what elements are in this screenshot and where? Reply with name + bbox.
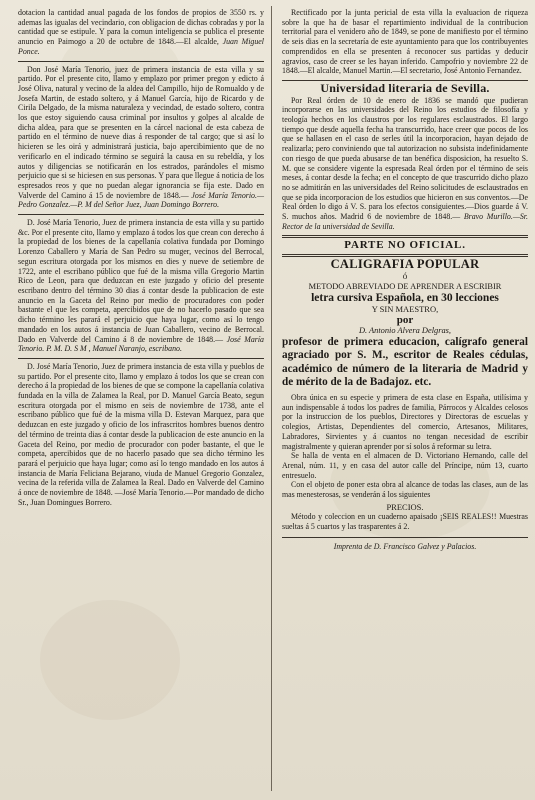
column-divider (271, 6, 272, 791)
double-rule (282, 235, 528, 238)
ad-body: Con el objeto de poner esta obra al alcance de todas las clases, aun de las mas menesterosas, se venderán á los siguientes (282, 480, 528, 500)
notice-signature: José María Tenorio. P. M. D. S M , Manuel Naranjo, escribano. (18, 334, 264, 354)
ad-body: Obra única en su especie y primera de esta clase en España, utilísima y aun indispensable á todos los padres de familia, Párrocos y Alcaldes celosos por la instruccion de los pueblos, Directores y Directoras de escuelas y colegios, Artistas, Dependientes del comercio, Artesanos, Militares, Labradores, Sirvientes y á cuantos no tengan necesidad de escribir magistralmente y quieran aprender por sí solos á reformar su letra. (282, 392, 528, 451)
notice-signature: —José María Tenorio.—Por mandado de dicho Sr., Juan Domingues Borrero. (18, 488, 264, 507)
notice-university (282, 96, 528, 232)
ad-letra: letra cursiva Española, en 30 lecciones (311, 291, 499, 304)
notice-capellania-zalamea (18, 362, 264, 508)
notice-body: dotacion la cantidad anual pagada de los fondos de propios de 3550 rs. y ademas las igualas del vecindario, con obligacion de dichas cobradas y por la cantidad que se estipule. Y para la comun inteligencia se publica el presente anuncio en Paimogo a 20 de octubre de 1848.—El alcalde, (18, 8, 264, 47)
notice-body: D. José María Tenorio, Juez de primera instancia de esta villa y su partido &c. Por el presente cito, llamo y emplazo á todos los que crean con derecho á la propiedad de los bienes de la capellanía colativa fundada por Domingo Lorenzo Caballero y María de San Pedro su muger, vecinos del Berrocal, segun escritura otorgada por los mismos en dies y nueve de setiembre de 1722, ante el escribano público que fué de la misma villa Gregorio Martin Rico de Leon, para que deduzcan en este juzgado y oficio del presente escribano dentro del término 30 dias á contar desde la publicacion de este anuncio en la Gaceta del Reino por medio de procuradores con poder bastante el que les competa, apercibidos que de no hacerlo pasado que sea dicho término les parará el perjuicio que haya lugar, como así lo tengo mandado en los autos á instancia de Juan Caballero, vecino de Berrocal. Dado en Valverde del Camino á 8 de noviembre de 1848.— (18, 218, 264, 344)
notice-body: D. José María Tenorio, Juez de primera instancia de esta villa y pueblos de su partido. Por el presente cito, llamo y emplazo á todos los que se crean con derecho á la propiedad de los bienes de que se compone la capellanía colativa fundada en la villa de Zalamea la Real, por D. Manuel García Beato, segun escritura otorgada por el mismo en seis de noviembre de 1738, ante el escribano público que fué de la misma villa D. Estevan Marquez, para que deduzcan en este juzgado y oficio de los infrascritos hombres buenos dentro del término de treinta dias á contar desde la publicacion de este anuncio en la Gaceta del Reino, por medio de procurador con poder bastante, el que le competa, apercibidos que de no hacerlo pasado que sea dicho término les parará el perjuicio que haya lugar; como así lo tengo mandado en los autos á instancia de María Feliciana Bejarano, viuda de Manuel Gregorio Gonzalez, vecina de la referida villa de Zalamea la Real. Dado en Valverde del Camino á once de noviembre de 1848. (18, 361, 264, 498)
university-heading: Universidad literaria de Sevilla. (320, 80, 490, 95)
notice-body: Por Real órden de 10 de enero de 1836 se mandó que pudieran incorporarse en las universidades del Reino los estudios de filosofía y teología hechos en los claustros por los regulares esclaustrados. El largo tiempo que desde aquella fecha ha transcurrido, hace creer que pocos de los que se hallasen en el caso de serles útil la incorporacion, hayan dejado de realizarla; pero conviniendo que tal autorizacion no subsista indefinidamente con riesgo de que pueda abusarse de tan benéfica disposicion, ha resuelto S. M. que se considere vigente la espresada Real órden por el término de seis meses, á contar desde la fecha; en el concepto de que trascurrido dicho plazo no se admitirán en las universidades del Reino solicitudes de esclaustrados en que se pida incorporacion de los estudios que hicieron en sus conventos.—De Real órden lo digo á V. S. para los efectos consiguientes.—Dios guarde á V. S. muchos años. Madrid 6 de noviembre de 1848.— (282, 95, 528, 222)
notice-paimogo (18, 8, 264, 57)
advertisement-caligrafia (282, 257, 528, 532)
right-column (282, 8, 528, 552)
ad-author: D. Antonio Alvera Delgras, (358, 326, 452, 336)
separator (18, 358, 264, 359)
ad-por: por (396, 314, 414, 327)
ad-credentials: profesor de primera educacion, calígrafo general agraciado por S. M., escritor de Reales cédulas, académico de número de la literaria de Madrid y de mérito de la de Badajoz. etc. (282, 335, 528, 389)
ad-method: METODO ABREVIADO DE APRENDER A ESCRIBIR (308, 281, 502, 291)
ad-title: CALIGRAFIA POPULAR (330, 257, 480, 272)
ad-prices: Método y coleccion en un cuaderno apaisado ¡SEIS REALES!! Muestras sueltas á 5 cuartos y las trasparentes á 2. (282, 512, 528, 532)
notice-summons-oliva (18, 65, 264, 211)
separator (282, 537, 528, 538)
notice-signature: José María Tenorio.—Pedro Gonzalez.—P. M del Señor Juez, Juan Domingo Borrero. (18, 190, 264, 210)
section-heading: PARTE NO OFICIAL. (344, 239, 466, 252)
separator (18, 61, 264, 62)
ad-conjunction: ó (402, 270, 408, 281)
notice-body: Don José María Tenorio, juez de primera instancia de esta villa y su partido. Por el presente cito, llamo y emplazo por primer pregon y edicto á José Oliva, natural y vecino de la aldea del Campillo, hijo de Romualdo y de Josefa Martin, de estado soltero, y á Manuel García, hijo de Ricardo y de Cirila Delgado, de la misma naturaleza y vecindad, de estado soltero, contra los que estoy siguiendo causa criminal por insultos y golpes al alcalde de dicha aldea, para que se presenten en la cárcel nacional de esta cabeza de partido en el término de nueve dias á responder de tal cargo; que si así lo hicieren se les oirá y administrará justicia, bajo apercibimiento que de no verificarlo en el indicado término se seguirá la causa en su rebeldía, y los autos y diligencias se notificarán en los estrados, parándoles el mismo perjuicio que si se hiciesen en sus personas. Y para que llegue á noticia de los espresados reos y que no puedan alegar ignorancia se fija este. Dado en Valverde del Camino á 15 de noviembre de 1848.— (18, 64, 264, 200)
notice-campofrio (282, 8, 528, 76)
printer-imprint: Imprenta de D. Francisco Galvez y Palacios. (333, 541, 477, 551)
notice-signature: Juan Miguel Ponce. (18, 37, 264, 56)
ad-ysin: Y SIN MAESTRO, (371, 303, 439, 314)
separator (18, 214, 264, 215)
ad-prices-heading: PRECIOS. (386, 501, 424, 512)
notice-body: Rectificado por la junta pericial de esta villa la evaluacion de riqueza sobre la que ha de basar el repartimiento individual de la contribucion territorial para el venidero año de 1849, se pone de manifiesto por el término de seis dias en la secretaría de este ayuntamiento para que los contribuyentes comprendidos en ella se presenten á reconocer sus partidas y deducir agravios, caso de creer se les hayan inferido. Campofrio y noviembre 22 de 1848.—El alcalde, Manuel Martin.—El secretario, José Antonio Fernandez. (282, 8, 528, 76)
paper-stain (40, 600, 180, 720)
ad-body: Se halla de venta en el almacen de D. Victoriano Hernando, calle del Arenal, núm. 11, y en casa del autor calle del Príncipe, núm 13, cuarto entresuelo. (282, 451, 528, 480)
notice-capellania-berrocal (18, 218, 264, 354)
notice-signature: Bravo Murillo.—Sr. Rector de la universidad de Sevilla. (282, 212, 528, 231)
left-column (18, 8, 264, 511)
